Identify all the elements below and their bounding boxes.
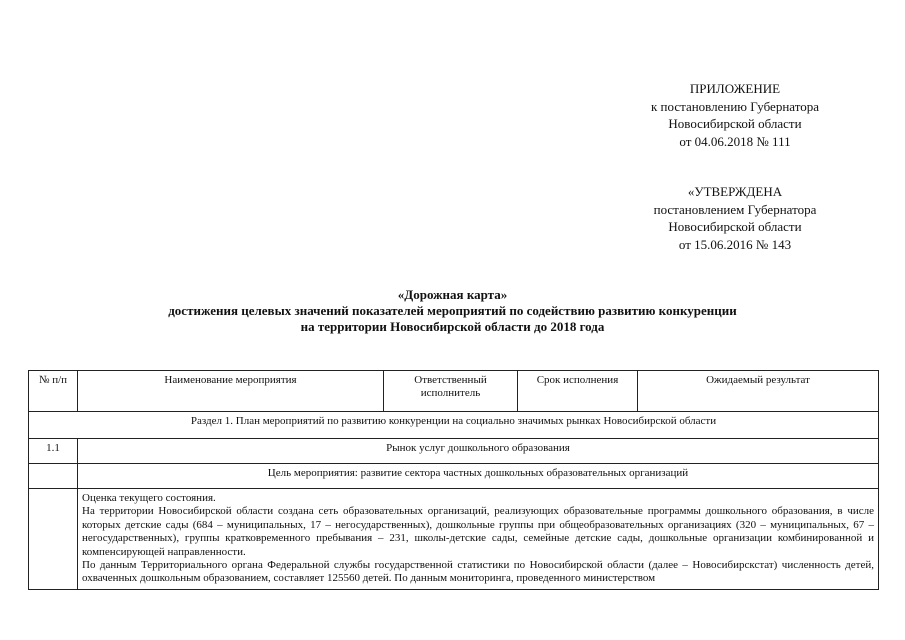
header-deadline: Срок исполнения	[518, 371, 638, 412]
assessment-paragraph-1: На территории Новосибирской области создана сеть образовательных организаций, реализующих образовательные программы дошкольного образования, в числе которых детские сады (684 – муниципальных, 17 – негосударственных), дошкольные группы при общеобразовательных организациях (320 – муниципальных, 67 – негосударственных), группы кратковременного пребывания – 231, школы-детские сады, семейные детские сады, дошкольные организации комбинированной и компенсирующей направленности.	[82, 505, 874, 558]
appendix-date: от 04.06.2018 № 111	[679, 133, 791, 149]
assessment-row	[29, 489, 879, 590]
appendix-reference: к постановлению Губернатора	[650, 98, 820, 114]
section-row	[29, 412, 879, 439]
row-number: 1.1	[29, 439, 78, 464]
title-line-2: достижения целевых значений показателей мероприятий по содействию развитию конкуренции	[168, 303, 737, 318]
table-header-row	[29, 371, 879, 412]
goal-row	[29, 464, 879, 489]
approved-title: «УТВЕРЖДЕНА	[687, 184, 783, 199]
approved-region: Новосибирской области	[668, 219, 802, 234]
table-row	[29, 439, 879, 464]
approved-date: от 15.06.2016 № 143	[678, 236, 792, 252]
document-title	[40, 287, 865, 335]
section-1-title: Раздел 1. План мероприятий по развитию конкуренции на социально значимых рынках Новосибирской области	[29, 412, 879, 439]
header-number: № п/п	[29, 371, 78, 412]
goal-text: Цель мероприятия: развитие сектора частных дошкольных образовательных организаций	[78, 464, 879, 489]
approved-reference: постановлением Губернатора	[653, 201, 817, 217]
assessment-paragraph-2: По данным Территориального органа Федеральной службы государственной статистики по Новосибирской области (далее – Новосибирскстат) численность детей, охваченных дошкольным образованием, составляет 125560 детей. По данным мониторинга, проведенного министерством	[82, 559, 874, 585]
row-title: Рынок услуг дошкольного образования	[78, 439, 879, 464]
appendix-region: Новосибирской области	[668, 116, 802, 131]
assessment-heading: Оценка текущего состояния.	[82, 492, 216, 504]
title-line-3: на территории Новосибирской области до 2018 года	[300, 319, 605, 334]
empty-cell	[29, 489, 78, 590]
roadmap-table	[28, 370, 879, 590]
header-name: Наименование мероприятия	[78, 371, 384, 412]
appendix-header	[600, 80, 870, 150]
appendix-title: ПРИЛОЖЕНИЕ	[689, 81, 781, 96]
approved-header	[600, 183, 870, 253]
assessment-cell	[78, 489, 879, 590]
header-responsible: Ответственный исполнитель	[384, 371, 518, 412]
header-result: Ожидаемый результат	[638, 371, 879, 412]
empty-cell	[29, 464, 78, 489]
title-line-1: «Дорожная карта»	[397, 287, 508, 302]
